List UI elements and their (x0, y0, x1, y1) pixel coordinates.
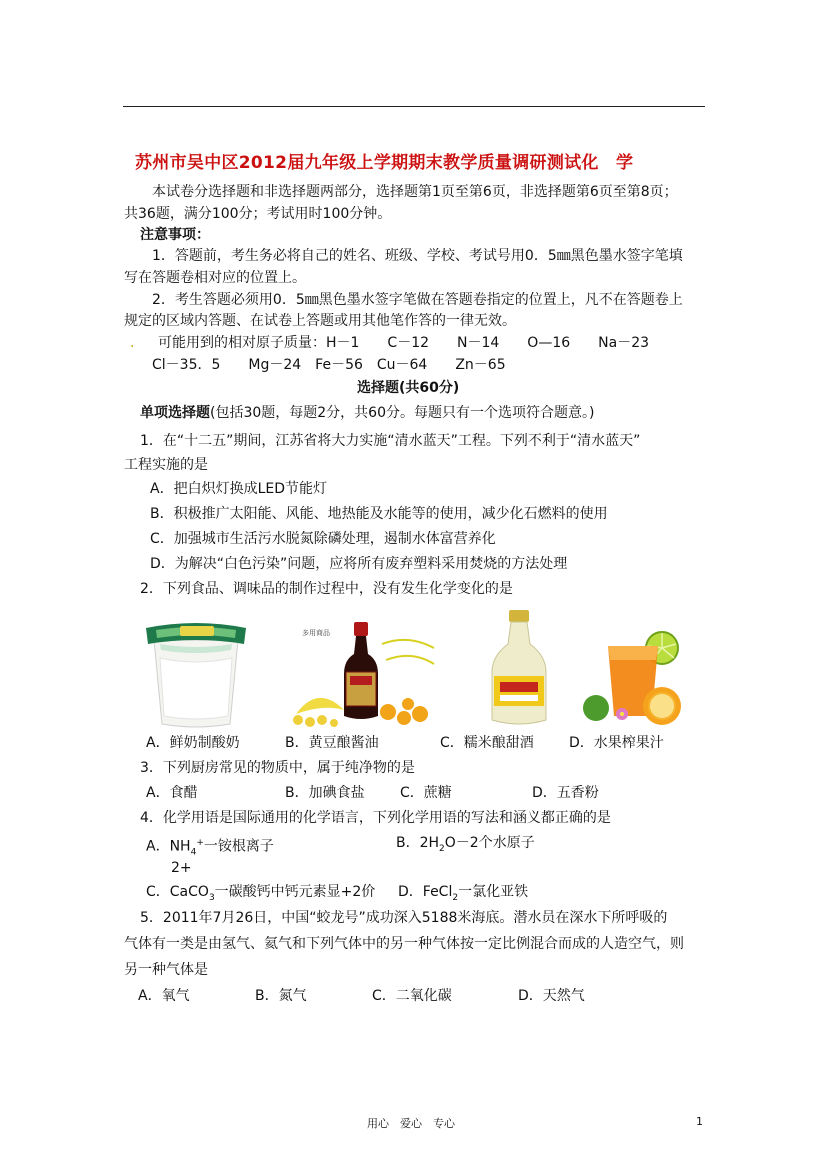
yogurt-cup-image (140, 618, 252, 730)
note-2a: 2．考生答题必须用0．5㎜黑色墨水签字笔做在答题卷指定的位置上，凡不在答题卷上 (152, 292, 683, 308)
section-sub-rest: (包括30题，每题2分，共60分。每题只有一个选项符合题意。) (210, 405, 595, 421)
q1-option-c: C．加强城市生活污水脱氮除磷处理，遏制水体富营养化 (150, 531, 496, 547)
q4-b-formula: B．2H (396, 835, 440, 851)
list-marker: . (130, 335, 135, 351)
q1-option-a: A．把白炽灯换成LED节能灯 (150, 481, 328, 497)
page-number: 1 (696, 1115, 703, 1128)
section-subheading (140, 403, 594, 423)
section-heading: 选择题(共60分) (357, 380, 460, 396)
q4-stem: 4．化学用语是国际通用的化学语言，下列化学用语的写法和涵义都正确的是 (140, 810, 611, 826)
notes-heading: 注意事项： (140, 227, 210, 243)
q4-d-formula: D．FeCl (398, 884, 453, 900)
q1-stem-2: 工程实施的是 (124, 457, 208, 473)
soy-sauce-image (288, 620, 438, 730)
q5-stem-3: 另一种气体是 (124, 962, 208, 978)
note-1a: 1．答题前，考生务必将自己的姓名、班级、学校、考试号用0．5㎜黑色墨水签字笔填 (152, 248, 683, 264)
q4-c-formula: C．CaCO (146, 884, 209, 900)
q4-option-c (146, 882, 375, 908)
soy-image-caption: 多用商品 (302, 629, 330, 637)
page-title: 苏州市吴中区2012届九年级上学期期末教学质量调研测试化 学 (135, 153, 634, 173)
q4-option-d (398, 882, 528, 908)
footer-motto: 用心 爱心 专心 (367, 1117, 455, 1130)
q5-option-a: A．氧气 (138, 988, 190, 1004)
q5-stem-2: 气体有一类是由氢气、氦气和下列气体中的另一种气体按一定比例混合而成的人造空气，则 (124, 936, 684, 952)
q4-b-meaning: O－2个水原子 (444, 835, 535, 851)
q5-option-d: D．天然气 (518, 988, 585, 1004)
q4-d-subscript: 2 (452, 892, 459, 903)
q5-option-c: C．二氧化碳 (372, 988, 452, 1004)
note-1b: 写在答题卷相对应的位置上。 (124, 270, 306, 286)
q1-option-d: D．为解决“白色污染”问题，应将所有废弃塑料采用焚烧的方法处理 (150, 556, 568, 572)
q5-stem-1: 5．2011年7月26日，中国“蛟龙号”成功深入5188米海底。潜水员在深水下所呼吸的 (140, 910, 668, 926)
q2-option-b: B．黄豆酿酱油 (285, 735, 379, 751)
q3-stem: 3．下列厨房常见的物质中，属于纯净物的是 (140, 760, 415, 776)
q2-stem: 2．下列食品、调味品的制作过程中，没有发生化学变化的是 (140, 581, 513, 597)
q4-b-subscript: 2 (439, 843, 445, 854)
q3-option-d: D．五香粉 (532, 785, 599, 801)
q2-option-d: D．水果榨果汁 (569, 735, 664, 751)
section-sub-bold: 单项选择题 (140, 405, 210, 421)
rice-wine-image (486, 610, 552, 730)
header-rule (123, 106, 705, 107)
q4-option-a (146, 833, 274, 862)
q4-d-meaning: 一氯化亚铁 (458, 884, 529, 900)
note-2b: 规定的区域内答题、在试卷上答题或用其他笔作答的一律无效。 (124, 313, 516, 329)
q4-c-meaning: 一碳酸钙中钙元素显+2价 (214, 884, 376, 900)
q3-option-a: A．食醋 (146, 785, 198, 801)
q4-a-formula: A．NH (146, 838, 191, 855)
q4-charge-label: 2+ (171, 860, 192, 876)
intro-line-1: 本试卷分选择题和非选择题两部分，选择题第1页至第6页，非选择题第6页至第8页； (152, 184, 678, 200)
fruit-juice-image (582, 630, 686, 728)
note-3b: Cl－35．5 Mg－24 Fe－56 Cu－64 Zn－65 (152, 357, 506, 373)
note-3a: 可能用到的相对原子质量：H－1 C－12 N－14 O—16 Na－23 (158, 335, 650, 351)
q2-option-c: C．糯米酿甜酒 (440, 735, 534, 751)
q4-c-subscript: 3 (208, 892, 215, 903)
q4-a-subscript: 4 (190, 847, 197, 858)
q4-option-b (396, 833, 535, 859)
q1-option-b: B．积极推广太阳能、风能、地热能及水能等的使用，减少化石燃料的使用 (150, 506, 608, 522)
q3-option-c: C．蔗糖 (400, 785, 452, 801)
q4-a-superscript: + (196, 838, 204, 848)
q2-option-a: A．鲜奶制酸奶 (146, 735, 240, 751)
q3-option-b: B．加碘食盐 (285, 785, 365, 801)
intro-line-2: 共36题，满分100分；考试用时100分钟。 (124, 206, 392, 222)
q5-option-b: B．氮气 (255, 988, 307, 1004)
q1-stem-1: 1．在“十二五”期间，江苏省将大力实施“清水蓝天”工程。下列不利于“清水蓝天” (140, 433, 641, 449)
q4-a-meaning: 一铵根离子 (203, 838, 274, 855)
